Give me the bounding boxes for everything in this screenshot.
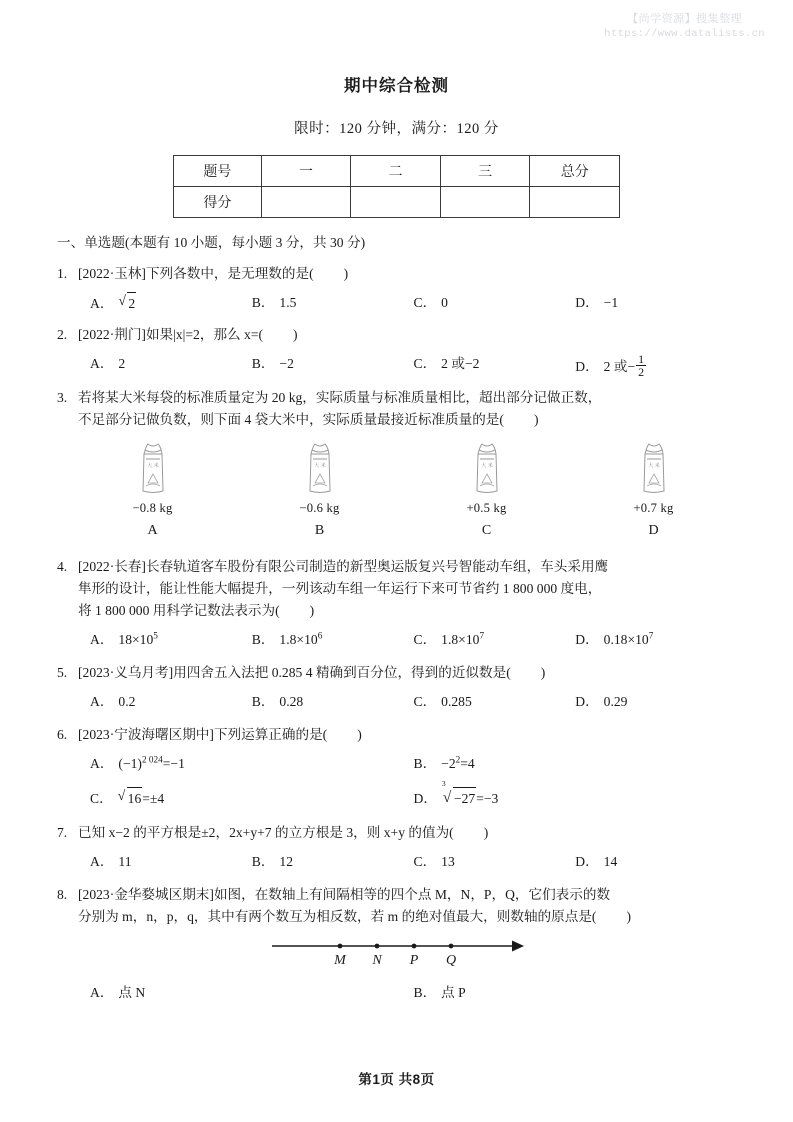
watermark-text: 【尚学资源】搜集整理 (627, 13, 743, 25)
option-label: C． (413, 356, 437, 372)
option-label: A． (90, 984, 114, 1000)
question-number: 4. (57, 558, 68, 574)
question-1 (57, 263, 737, 315)
score-table-col-0: 一 (261, 156, 351, 187)
point-n-dot (375, 943, 380, 948)
table-row (174, 156, 620, 187)
question-6-options-row2 (57, 778, 737, 810)
option-value: 1.5 (279, 295, 297, 311)
rice-weight: −0.6 kg (299, 500, 340, 515)
question-8 (57, 884, 737, 1004)
question-line-1: [2022·长春]长春轨道客车股份有限公司制造的新型奥运版复兴号智能动车组，车头采用鹰 (78, 558, 609, 574)
question-number: 2. (57, 327, 68, 343)
question-source: [2023·金华婺城区期末] (78, 886, 214, 902)
question-number: 5. (57, 664, 68, 680)
option-value: 0.2 (118, 693, 136, 709)
option-label: A． (90, 755, 114, 771)
option-exponent: 2 024 (141, 754, 163, 765)
fraction-one-half: $\frac{1}{2}$ (638, 352, 645, 380)
question-source: [2022·荆门] (78, 327, 146, 343)
page-footer: 第1页 共8页 (358, 1072, 435, 1087)
option-c[interactable] (414, 629, 576, 651)
watermark (604, 12, 765, 41)
option-a[interactable] (90, 851, 252, 873)
rice-bag-figure (57, 441, 737, 543)
option-value: 2 或−2 (441, 356, 480, 372)
question-stem (78, 263, 737, 285)
option-label: D． (413, 790, 437, 806)
rice-option-label[interactable]: B (314, 522, 325, 538)
exam-subtitle: 限时：120 分钟，满分：120 分 (294, 121, 499, 137)
option-label: A． (90, 356, 114, 372)
question-tail: ) (343, 266, 349, 282)
sqrt-icon: √ 2 (118, 292, 136, 315)
option-label: B． (251, 853, 275, 869)
svg-text:大 米: 大 米 (480, 462, 493, 469)
option-label: B． (413, 984, 437, 1000)
option-exponent: 5 (153, 630, 158, 641)
option-d[interactable] (575, 851, 737, 873)
question-number: 8. (57, 886, 68, 902)
question-line-3: 将 1 800 000 用科学记数法表示为( ) (78, 602, 315, 618)
question-7-options (57, 851, 737, 873)
rice-bag-item-a (69, 441, 236, 543)
question-text: 如果|x|=2，那么 x=( (145, 327, 264, 343)
point-label-n: N (372, 952, 382, 968)
option-exponent: 7 (648, 630, 654, 641)
option-exponent: 7 (479, 630, 485, 641)
score-table-wrapper (0, 155, 793, 218)
question-line-2: 不足部分记做负数，则下面 4 袋大米中，实际质量最接近标准质量的是( ) (78, 412, 539, 428)
question-number: 3. (57, 390, 68, 406)
section-heading: 一、单选题(本题有 10 小题，每小题 3 分，共 30 分) (57, 235, 366, 250)
question-number: 1. (57, 266, 68, 282)
page-title: 期中综合检测 (344, 77, 449, 95)
option-label: D． (575, 359, 599, 375)
option-rest: =−1 (162, 755, 185, 771)
question-8-options (57, 982, 737, 1004)
option-label: C． (90, 790, 113, 806)
exam-content (0, 232, 793, 1004)
question-tail: ) (293, 327, 298, 343)
question-line-2: 隼形的设计，能让性能大幅提升，一列该动车组一年运行下来可节省约 1 800 000 度电， (78, 580, 602, 596)
option-d[interactable] (575, 629, 737, 651)
question-2-options (57, 353, 737, 378)
option-label: D． (575, 853, 599, 869)
option-a[interactable] (90, 353, 252, 378)
option-value: 11 (118, 853, 132, 869)
question-stem (78, 387, 737, 431)
option-value: 0.28 (279, 693, 304, 709)
question-text: 下列运算正确的是( (213, 726, 328, 742)
rice-weight: +0.5 kg (466, 500, 507, 515)
option-label: B． (251, 356, 275, 372)
question-source: [2023·宁波海曙区期中] (78, 726, 214, 742)
rice-bag-icon (303, 441, 337, 497)
option-a[interactable] (90, 982, 414, 1004)
option-label: A． (90, 853, 114, 869)
option-value: −2 (279, 356, 294, 372)
score-table (173, 155, 620, 218)
option-d[interactable] (413, 778, 738, 810)
option-value: 1.8×10 (441, 631, 480, 647)
option-label: A． (90, 296, 114, 312)
sqrt-icon: √ 16 (118, 787, 143, 810)
question-1-options (57, 292, 737, 315)
score-table-col-1: 二 (351, 156, 441, 187)
point-q-dot (449, 943, 454, 948)
question-number: 7. (57, 824, 68, 840)
option-c[interactable] (414, 292, 576, 315)
score-cell-3[interactable] (530, 187, 620, 218)
option-label: A． (90, 631, 114, 647)
option-value: 13 (441, 853, 455, 869)
rice-bag-item-d (570, 441, 737, 543)
question-source: [2023·义乌月考] (78, 664, 174, 680)
rice-weight: −0.8 kg (132, 500, 173, 515)
option-label: B． (413, 755, 437, 771)
point-label-m: M (334, 952, 346, 968)
question-5-options (57, 691, 737, 713)
option-b[interactable] (252, 353, 414, 378)
question-line-2: 分别为 m，n，p，q，其中有两个数互为相反数，若 m 的绝对值最大，则数轴的原点是( ) (78, 908, 631, 924)
question-source: [2022·玉林] (78, 266, 146, 282)
option-label: D． (575, 631, 599, 647)
option-value: 0.18×10 (603, 631, 649, 647)
rice-option-label[interactable]: A (147, 522, 158, 538)
option-label: B． (251, 631, 275, 647)
question-4 (57, 556, 737, 651)
svg-text:大 米: 大 米 (313, 462, 326, 469)
point-label-q: Q (445, 952, 457, 968)
question-6 (57, 724, 737, 810)
option-rest: =−3 (476, 790, 499, 806)
question-stem: 已知 x−2 的平方根是±2，2x+y+7 的立方根是 3，则 x+y 的值为( ) (78, 824, 489, 840)
watermark-url: https://www.datalists.cn (604, 27, 765, 40)
score-table-rowlabel-0: 题号 (174, 156, 262, 187)
option-c[interactable] (414, 851, 576, 873)
option-value: 点 P (441, 984, 466, 1000)
option-d[interactable] (575, 292, 737, 315)
score-table-col-3: 总分 (530, 156, 620, 187)
option-b[interactable] (252, 851, 414, 873)
option-base: −2 (441, 755, 456, 771)
option-a[interactable] (90, 753, 414, 775)
score-table-col-2: 三 (440, 156, 530, 187)
option-value: 点 N (118, 984, 146, 1000)
option-b[interactable] (252, 629, 414, 651)
option-label: B． (251, 295, 275, 311)
score-cell-0[interactable] (261, 187, 351, 218)
question-2 (57, 324, 737, 378)
option-value: −1 (603, 295, 619, 311)
question-5 (57, 662, 737, 713)
option-d[interactable] (575, 353, 737, 378)
option-label: B． (251, 693, 275, 709)
score-table-rowlabel-1: 得分 (174, 187, 262, 218)
point-label-p: P (409, 952, 419, 968)
question-stem: [2023·义乌月考]用四舍五入法把 0.285 4 精确到百分位，得到的近似数是( ) (78, 664, 546, 680)
question-source: [2022·长春] (78, 558, 146, 574)
option-a[interactable] (90, 292, 252, 315)
rice-bag-icon (136, 441, 170, 497)
option-label: D． (575, 693, 599, 709)
option-value: 0.285 (441, 693, 472, 709)
question-stem (78, 556, 737, 622)
question-line-1: 若将某大米每袋的标准质量定为 20 kg，实际质量与标准质量相比，超出部分记做正数， (78, 390, 602, 406)
question-text: 下列各数中，是无理数的是( (145, 266, 314, 282)
option-rest: =±4 (142, 790, 165, 806)
option-b[interactable] (414, 753, 738, 775)
question-stem: [2023·宁波海曙区期中]下列运算正确的是( ) (78, 726, 362, 742)
option-a[interactable] (90, 691, 252, 713)
option-value: 14 (603, 853, 618, 869)
rice-bag-item-b (236, 441, 403, 543)
rice-weight: +0.7 kg (633, 500, 674, 515)
option-value: 12 (279, 853, 294, 869)
option-label: C． (413, 693, 437, 709)
svg-text:大 米: 大 米 (647, 462, 660, 469)
table-row (174, 187, 620, 218)
option-c[interactable] (90, 787, 414, 810)
question-line-1: [2023·金华婺城区期末]如图，在数轴上有间隔相等的四个点 M，N，P，Q，它们表示的数 (78, 886, 611, 902)
rice-bag-icon (637, 441, 671, 497)
option-a[interactable] (90, 629, 252, 651)
point-p-dot (412, 943, 417, 948)
option-value: 1.8×10 (279, 631, 318, 647)
option-value: 2 或− $\frac{1}{2}$ (603, 352, 645, 380)
option-label: C． (413, 295, 437, 311)
option-value: 0.29 (603, 693, 628, 709)
rice-option-label[interactable]: D (648, 522, 659, 538)
question-6-options-row1 (57, 753, 737, 775)
option-base: (−1) (118, 755, 142, 771)
option-value: 2 (118, 356, 126, 372)
score-cell-2[interactable] (440, 187, 530, 218)
option-exponent: 2 (455, 754, 461, 765)
question-text: 用四舍五入法把 0.285 4 精确到百分位，得到的近似数是( (173, 664, 511, 680)
question-text: 已知 x−2 的平方根是±2，2x+y+7 的立方根是 3，则 x+y 的值为( (78, 824, 454, 840)
cube-root-icon: √ 3 −27 (442, 787, 476, 810)
option-rest: =4 (460, 755, 475, 771)
option-exponent: 6 (317, 630, 323, 641)
option-b[interactable] (414, 982, 738, 1004)
option-b[interactable] (252, 292, 414, 315)
option-value: 18×10 (118, 631, 154, 647)
question-stem (78, 884, 737, 928)
rice-option-label[interactable]: C (481, 522, 492, 538)
option-label: C． (413, 853, 437, 869)
option-value: 0 (441, 295, 448, 311)
option-c[interactable] (414, 353, 576, 378)
question-number: 6. (57, 726, 68, 742)
question-7 (57, 822, 737, 873)
question-stem (78, 324, 737, 346)
number-line-svg (266, 934, 528, 974)
rice-bag-item-c (403, 441, 570, 543)
option-d[interactable] (575, 691, 737, 713)
question-4-options (57, 629, 737, 651)
svg-text:大 米: 大 米 (146, 462, 159, 469)
number-line-figure (57, 934, 737, 974)
option-label: D． (575, 295, 599, 311)
option-b[interactable] (252, 691, 414, 713)
option-label: A． (90, 693, 114, 709)
question-3 (57, 387, 737, 542)
point-m-dot (338, 943, 343, 948)
option-label: C． (413, 631, 437, 647)
score-cell-1[interactable] (351, 187, 441, 218)
rice-bag-icon (470, 441, 504, 497)
option-c[interactable] (414, 691, 576, 713)
